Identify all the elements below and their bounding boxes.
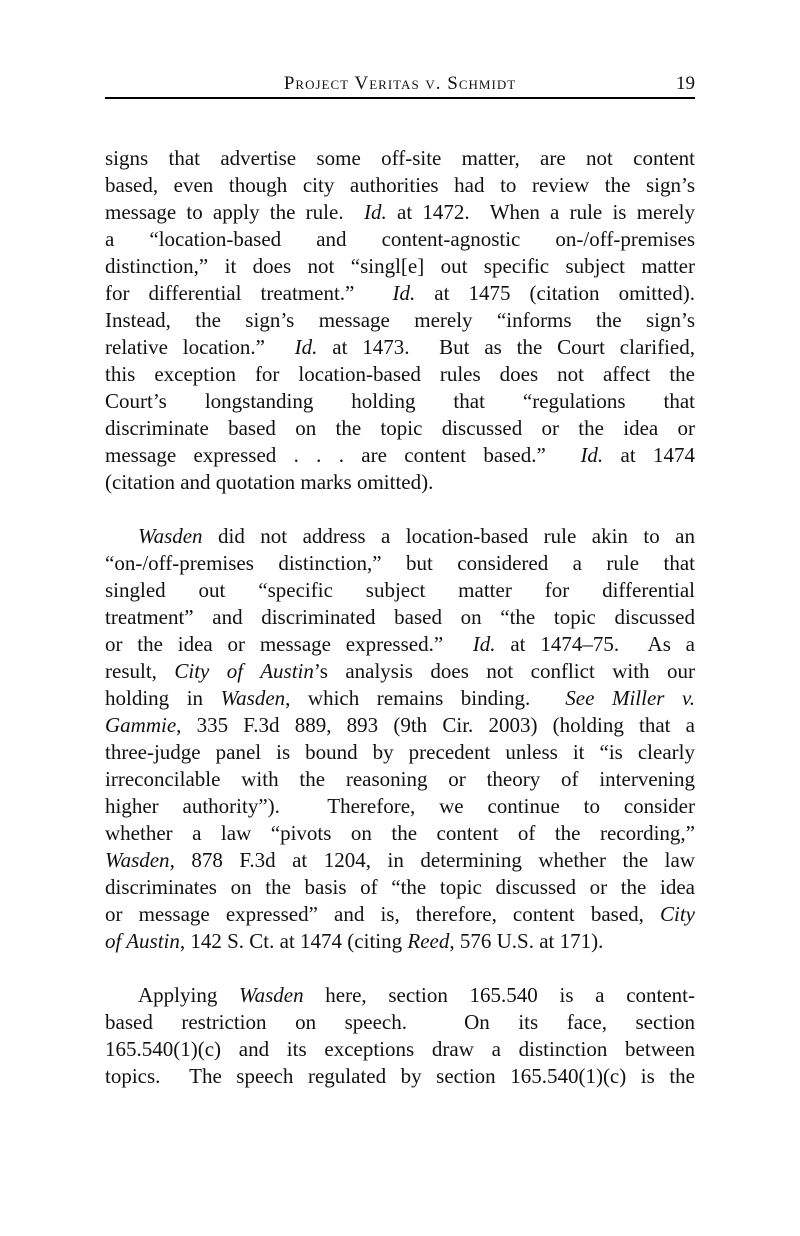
paragraph	[105, 145, 695, 496]
text-run: , 142 S. Ct. at 1474 (citing	[179, 929, 408, 953]
text-run: at 1473. But as the Court clarified,	[317, 335, 695, 359]
text-run: 165.540(1)(c) and its exceptions draw a distinction between	[105, 1037, 695, 1061]
text-run: discriminate based on the topic discussed or the idea or	[105, 416, 695, 440]
body-line	[105, 361, 695, 388]
italic-text-run: See Miller v.	[565, 686, 695, 710]
body-line	[105, 982, 695, 1009]
text-run: holding in	[105, 686, 221, 710]
text-run: based restriction on speech. On its face, section	[105, 1010, 695, 1034]
text-run: , 878 F.3d at 1204, in determining whether the law	[169, 848, 695, 872]
body-line	[105, 1009, 695, 1036]
text-run: Court’s longstanding holding that “regulations that	[105, 389, 695, 413]
italic-text-run: of Austin	[105, 929, 180, 953]
body-line	[105, 415, 695, 442]
text-run: here, section 165.540 is a content-	[303, 983, 695, 1007]
text-run: , which remains binding.	[285, 686, 566, 710]
text-run: topics. The speech regulated by section 165.540(1)(c) is the	[105, 1064, 695, 1088]
text-run: a “location-based and content-agnostic on-/off-premises	[105, 227, 695, 251]
opinion-body	[105, 145, 695, 1090]
italic-text-run: Wasden	[220, 686, 286, 710]
body-line	[105, 172, 695, 199]
text-run: singled out “specific subject matter for differential	[105, 578, 695, 602]
text-run: discriminates on the basis of “the topic discussed or the idea	[105, 875, 695, 899]
body-line	[105, 523, 695, 550]
text-run: at 1472. When a rule is merely	[386, 200, 696, 224]
italic-text-run: Id.	[580, 443, 604, 467]
body-line	[105, 442, 695, 469]
body-line	[105, 388, 695, 415]
body-line	[105, 1063, 695, 1090]
page-header	[105, 72, 695, 96]
body-line	[105, 253, 695, 280]
text-run: irreconcilable with the reasoning or theory of intervening	[105, 767, 695, 791]
body-line	[105, 145, 695, 172]
body-line	[105, 469, 695, 496]
body-line	[105, 550, 695, 577]
italic-text-run: City of Austin	[174, 659, 314, 683]
italic-text-run: Id.	[364, 200, 387, 224]
italic-text-run: Id.	[392, 281, 416, 305]
body-line	[105, 226, 695, 253]
body-line	[105, 280, 695, 307]
body-line	[105, 577, 695, 604]
italic-text-run: Reed	[407, 929, 450, 953]
text-run: for differential treatment.”	[105, 281, 393, 305]
italic-text-run: Id.	[472, 632, 496, 656]
text-run: whether a law “pivots on the content of the recording,”	[105, 821, 695, 845]
body-line	[105, 631, 695, 658]
body-line	[105, 685, 695, 712]
body-line	[105, 604, 695, 631]
body-line	[105, 820, 695, 847]
italic-text-run: Wasden	[138, 524, 203, 548]
body-line	[105, 928, 695, 955]
text-run: Instead, the sign’s message merely “informs the sign’s	[105, 308, 695, 332]
italic-text-run: Gammie	[105, 713, 177, 737]
body-line	[105, 847, 695, 874]
page-number: 19	[676, 73, 695, 94]
text-run: ’s analysis does not conflict with our	[313, 659, 695, 683]
body-line	[105, 901, 695, 928]
text-run: (citation and quotation marks omitted).	[105, 470, 434, 494]
italic-text-run: Wasden	[239, 983, 304, 1007]
text-run: at 1474	[603, 443, 695, 467]
text-run: , 335 F.3d 889, 893 (9th Cir. 2003) (holding that a	[176, 713, 695, 737]
body-line	[105, 874, 695, 901]
text-run: Applying	[138, 983, 240, 1007]
body-line	[105, 1036, 695, 1063]
text-run: three-judge panel is bound by precedent unless it “is clearly	[105, 740, 695, 764]
case-title: Project Veritas v. Schmidt	[283, 73, 517, 94]
text-run: “on-/off-premises distinction,” but considered a rule that	[105, 551, 695, 575]
body-line	[105, 334, 695, 361]
body-line	[105, 793, 695, 820]
body-line	[105, 307, 695, 334]
text-run: , 576 U.S. at 171).	[449, 929, 604, 953]
italic-text-run: Id.	[294, 335, 318, 359]
text-run: treatment” and discriminated based on “the topic discussed	[105, 605, 695, 629]
text-run: message to apply the rule.	[105, 200, 365, 224]
text-run: higher authority”). Therefore, we continue to consider	[105, 794, 695, 818]
text-run: signs that advertise some off-site matter, are not content	[105, 146, 695, 170]
body-line	[105, 739, 695, 766]
text-run: at 1475 (citation omitted).	[415, 281, 695, 305]
text-run: at 1474–75. As a	[495, 632, 695, 656]
italic-text-run: City	[660, 902, 695, 926]
text-run: message expressed . . . are content based.”	[105, 443, 581, 467]
text-run: result,	[105, 659, 175, 683]
text-run: distinction,” it does not “singl[e] out specific subject matter	[105, 254, 695, 278]
text-run: this exception for location-based rules does not affect the	[105, 362, 695, 386]
text-run: or the idea or message expressed.”	[105, 632, 473, 656]
body-line	[105, 199, 695, 226]
paragraph	[105, 523, 695, 955]
text-run: based, even though city authorities had to review the sign’s	[105, 173, 695, 197]
header-divider	[105, 97, 695, 99]
body-line	[105, 658, 695, 685]
body-line	[105, 712, 695, 739]
body-line	[105, 766, 695, 793]
text-run: did not address a location-based rule akin to an	[202, 524, 695, 548]
text-run: relative location.”	[105, 335, 295, 359]
text-run: or message expressed” and is, therefore, content based,	[105, 902, 660, 926]
italic-text-run: Wasden	[105, 848, 170, 872]
paragraph	[105, 982, 695, 1090]
